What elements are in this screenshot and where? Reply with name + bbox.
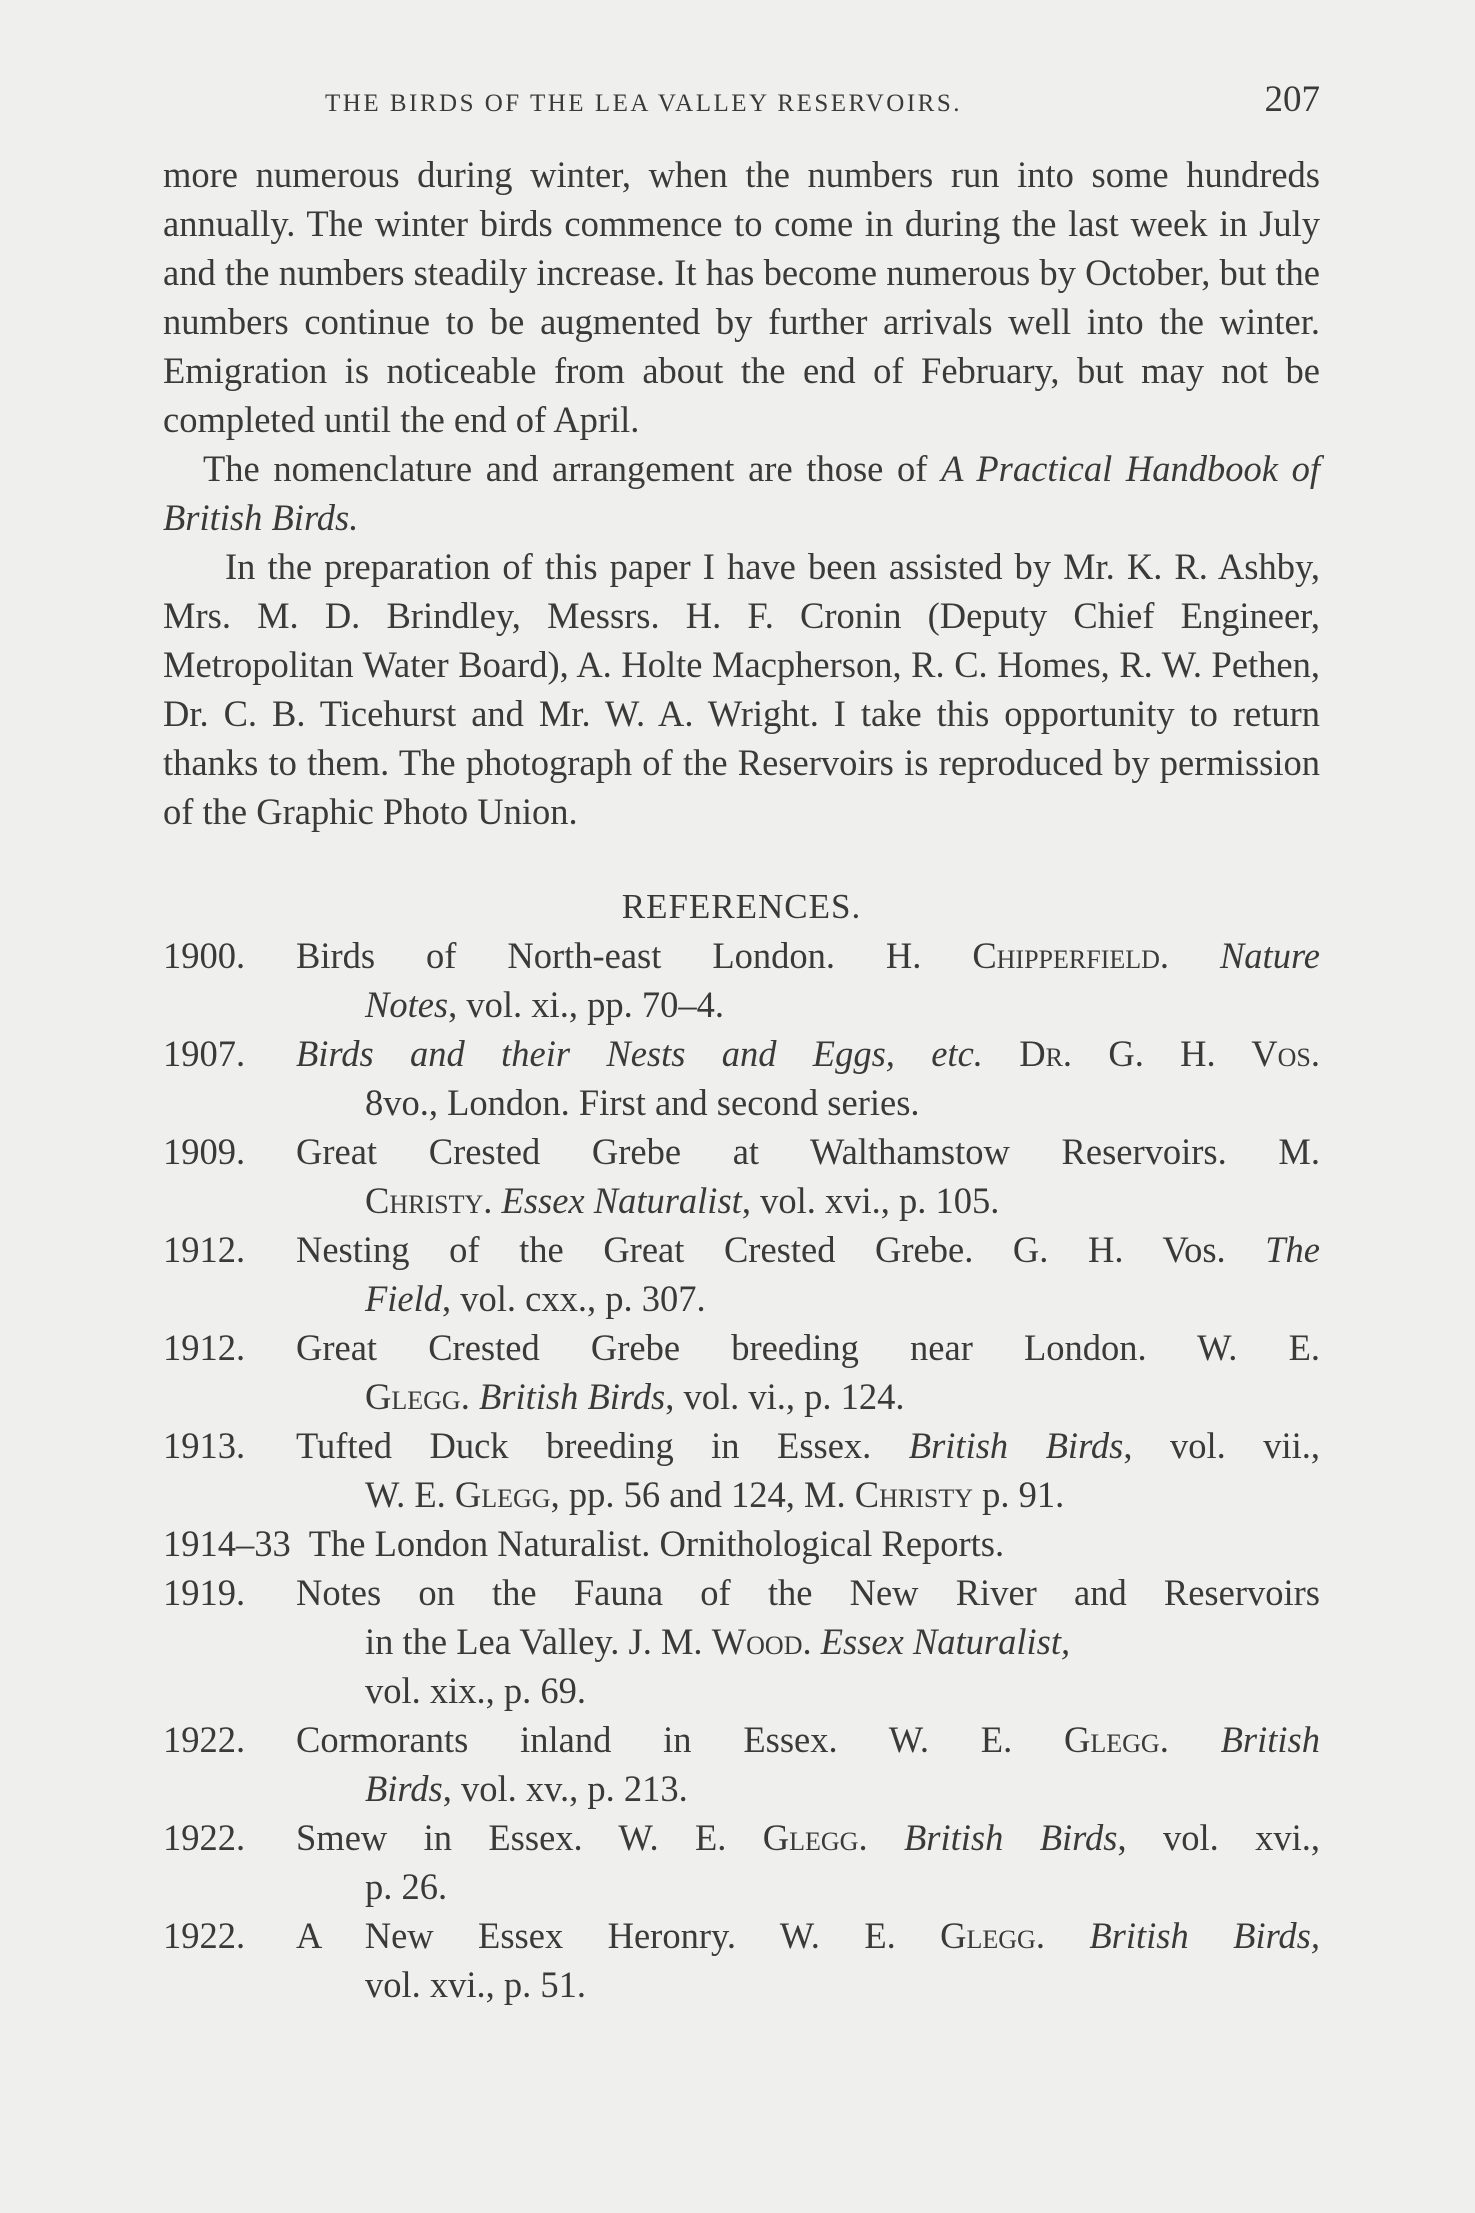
reference-entry: [163, 931, 1320, 1029]
reference-continuation: p. 26.: [365, 1866, 448, 1907]
reference-continuation: Christy. Essex Naturalist, vol. xvi., p. 105.: [365, 1180, 1000, 1221]
reference-line: Smew in Essex. W. E. Glegg. British Birds, vol. xvi.,: [296, 1817, 1320, 1858]
paragraph-1: more numerous during winter, when the numbers run into some hundreds annually. The winter birds commence to come in during the last week in July and the numbers steadily increase. It has become numerous by October, but the numbers continue to be augmented by further arrivals well into the winter. Emigration is noticeable from about the end of February, but may not be completed until the end of April.: [163, 154, 1320, 440]
reference-line: Tufted Duck breeding in Essex. British Birds, vol. vii.,: [296, 1425, 1320, 1466]
paragraph-3: In the preparation of this paper I have been assisted by Mr. K. R. Ashby, Mrs. M. D. Brindley, Messrs. H. F. Cronin (Deputy Chief Engineer, Metropolitan Water Board), A. Holte Macpherson, R. C. Homes, R. W. Pethen, Dr. C. B. Ticehurst and Mr. W. A. Wright. I take this opportunity to return thanks to them. The photograph of the Reservoirs is reproduced by permission of the Graphic Photo Union.: [163, 546, 1320, 832]
reference-year: 1914–33: [163, 1523, 291, 1564]
running-head: [163, 78, 1320, 121]
reference-continuation: vol. xix., p. 69.: [365, 1670, 587, 1711]
paragraph-2-book-title: A Practical Handbook of British Birds.: [163, 448, 1320, 538]
reference-line: Nesting of the Great Crested Grebe. G. H. Vos. The: [296, 1229, 1320, 1270]
reference-year: 1922.: [163, 1719, 246, 1760]
reference-entry: [163, 1568, 1320, 1715]
reference-line: Birds of North-east London. H. Chipperfield. Nature: [296, 935, 1320, 976]
reference-continuation: in the Lea Valley. J. M. Wood. Essex Naturalist,: [365, 1621, 1071, 1662]
reference-continuation: vol. xvi., p. 51.: [365, 1964, 587, 2005]
reference-year: 1900.: [163, 935, 246, 976]
reference-entry: [163, 1519, 1320, 1568]
reference-continuation: 8vo., London. First and second series.: [365, 1082, 920, 1123]
reference-entry: [163, 1911, 1320, 2009]
reference-continuation: Glegg. British Birds, vol. vi., p. 124.: [365, 1376, 905, 1417]
reference-line: Notes on the Fauna of the New River and Reservoirs: [296, 1572, 1320, 1613]
reference-entry: [163, 1029, 1320, 1127]
references-list: [163, 931, 1320, 2009]
reference-year: 1922.: [163, 1915, 246, 1956]
page-number: 207: [1264, 79, 1320, 120]
reference-continuation: Notes, vol. xi., pp. 70–4.: [365, 984, 724, 1025]
reference-entry: [163, 1813, 1320, 1911]
reference-entry: [163, 1421, 1320, 1519]
reference-line: Cormorants inland in Essex. W. E. Glegg. British: [296, 1719, 1320, 1760]
paragraph-2: [163, 444, 1320, 542]
reference-line: Great Crested Grebe at Walthamstow Reservoirs. M.: [296, 1131, 1320, 1172]
reference-entry: [163, 1323, 1320, 1421]
reference-year: 1919.: [163, 1572, 246, 1613]
paragraph-2-text: The nomenclature and arrangement are those of: [203, 448, 942, 489]
reference-year: 1912.: [163, 1327, 246, 1368]
reference-entry: [163, 1225, 1320, 1323]
reference-entry: [163, 1127, 1320, 1225]
reference-year: 1922.: [163, 1817, 246, 1858]
reference-year: 1909.: [163, 1131, 246, 1172]
reference-continuation: Field, vol. cxx., p. 307.: [365, 1278, 706, 1319]
reference-line: The London Naturalist. Ornithological Reports.: [308, 1523, 1005, 1564]
reference-line: Birds and their Nests and Eggs, etc. Dr. G. H. Vos.: [296, 1033, 1320, 1074]
reference-year: 1912.: [163, 1229, 246, 1270]
reference-line: Great Crested Grebe breeding near London. W. E.: [296, 1327, 1320, 1368]
reference-entry: [163, 1715, 1320, 1813]
reference-line: A New Essex Heronry. W. E. Glegg. British Birds,: [296, 1915, 1321, 1956]
reference-year: 1913.: [163, 1425, 246, 1466]
reference-continuation: W. E. Glegg, pp. 56 and 124, M. Christy p. 91.: [365, 1474, 1065, 1515]
running-title: THE BIRDS OF THE LEA VALLEY RESERVOIRS.: [325, 90, 962, 117]
page-body: [163, 150, 1320, 2009]
reference-continuation: Birds, vol. xv., p. 213.: [365, 1768, 688, 1809]
reference-year: 1907.: [163, 1033, 246, 1074]
references-heading: REFERENCES.: [621, 887, 862, 926]
